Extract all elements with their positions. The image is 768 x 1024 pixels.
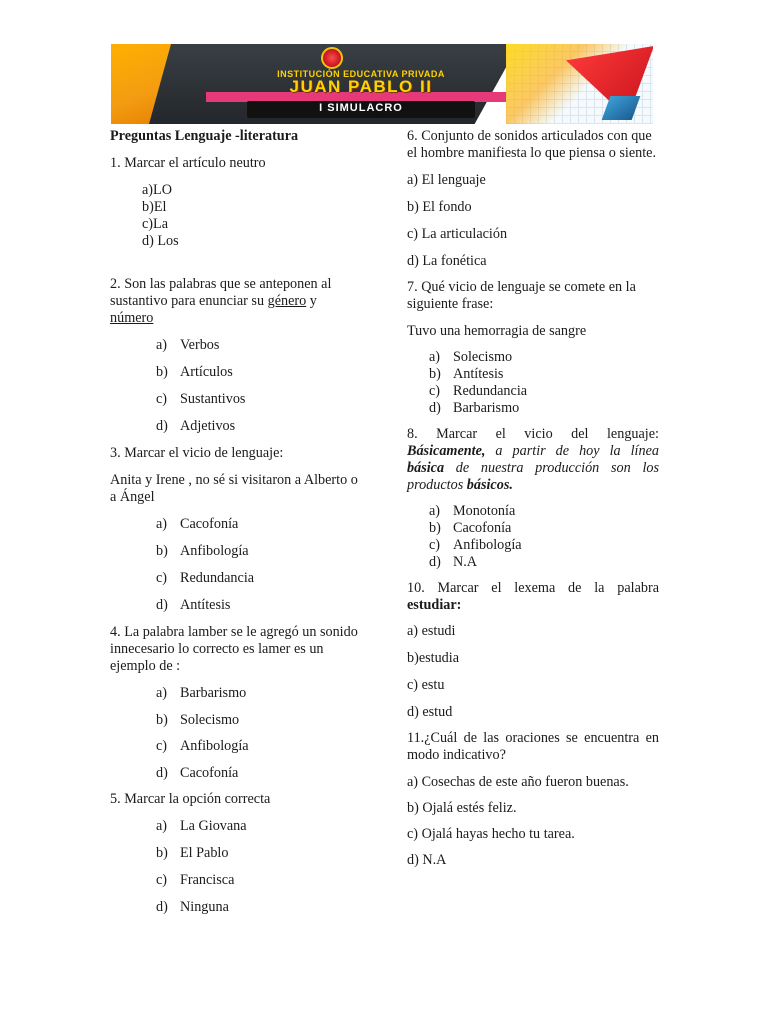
option-letter: d) <box>156 765 168 781</box>
emphasis-word: básica <box>407 460 445 476</box>
question-5-stem: 5. Marcar la opción correcta <box>110 791 271 807</box>
stem-text: y <box>306 293 317 309</box>
stem-text: 10. Marcar el lexema de la palabra <box>407 580 659 596</box>
option[interactable] <box>156 765 360 782</box>
option-letter: b) <box>156 845 168 861</box>
option-text: Barbarismo <box>180 685 247 701</box>
option-text: Solecismo <box>453 349 513 365</box>
emphasis-word: Básicamente, <box>407 443 486 459</box>
question-2-stem <box>110 276 360 327</box>
option-text: La Giovana <box>180 818 247 834</box>
question-4-options <box>110 685 360 782</box>
option-text: N.A <box>453 554 478 570</box>
option[interactable]: d) La fonética <box>407 253 487 269</box>
option-letter: b) <box>156 712 168 728</box>
option[interactable] <box>156 570 360 597</box>
option[interactable]: d) Los <box>142 233 179 249</box>
option[interactable] <box>156 685 360 712</box>
option-letter: c) <box>429 537 441 553</box>
option[interactable] <box>429 383 659 400</box>
emphasis-word: estudiar: <box>407 597 462 613</box>
option-letter: a) <box>156 516 168 532</box>
option-text: Antítesis <box>453 366 504 382</box>
option[interactable] <box>429 520 659 537</box>
option[interactable] <box>156 337 360 364</box>
question-8-stem <box>407 426 659 494</box>
question-3-sentence: Anita y Irene , no sé si visitaron a Alberto o a Ángel <box>110 472 358 505</box>
option[interactable] <box>156 818 360 845</box>
option-text: Barbarismo <box>453 400 520 416</box>
option-text: Cacofonía <box>180 765 239 781</box>
option[interactable] <box>429 400 659 417</box>
option-text: Cacofonía <box>180 516 239 532</box>
option[interactable] <box>156 364 360 391</box>
question-7-options <box>407 349 659 417</box>
option-letter: d) <box>156 899 168 915</box>
right-column <box>407 128 659 869</box>
question-3-options <box>110 516 360 614</box>
option[interactable] <box>156 872 360 899</box>
institution-label: INSTITUCIÓN EDUCATIVA PRIVADA <box>277 69 445 79</box>
option-letter: d) <box>156 418 168 434</box>
option-letter: a) <box>156 337 168 353</box>
option[interactable] <box>429 554 659 571</box>
option[interactable]: c) Ojalá hayas hecho tu tarea. <box>407 826 575 842</box>
question-11-stem: 11.¿Cuál de las oraciones se encuentra en modo indicativo? <box>407 730 659 763</box>
option[interactable] <box>429 503 659 520</box>
option-text: Ninguna <box>180 899 229 915</box>
question-3-stem: 3. Marcar el vicio de lenguaje: <box>110 445 284 461</box>
option[interactable] <box>156 516 360 543</box>
option-letter: d) <box>156 597 168 613</box>
option-text: Francisca <box>180 872 235 888</box>
question-7-stem: 7. Qué vicio de lenguaje se comete en la siguiente frase: <box>407 279 636 312</box>
option-letter: b) <box>429 366 441 382</box>
left-column <box>110 128 360 916</box>
school-emblem-icon <box>321 47 343 69</box>
option-text: Anfibología <box>180 738 249 754</box>
question-7-sentence: Tuvo una hemorragia de sangre <box>407 323 587 339</box>
option[interactable] <box>429 349 659 366</box>
question-8-options <box>407 503 659 571</box>
option[interactable]: a) Cosechas de este año fueron buenas. <box>407 774 629 790</box>
option-letter: c) <box>156 872 168 888</box>
option-letter: c) <box>156 738 168 754</box>
stem-text: 8. Marcar el vicio del lenguaje: <box>407 426 659 442</box>
option-text: Monotonía <box>453 503 516 519</box>
option-letter: c) <box>156 570 168 586</box>
option-letter: a) <box>156 685 168 701</box>
question-2-options <box>110 337 360 435</box>
option-text: Cacofonía <box>453 520 512 536</box>
question-10-stem <box>407 580 659 614</box>
option[interactable] <box>429 537 659 554</box>
option[interactable]: a)LO <box>142 182 172 198</box>
option[interactable]: b) El fondo <box>407 199 472 215</box>
option-text: Antítesis <box>180 597 231 613</box>
exam-label: I SIMULACRO <box>319 102 403 114</box>
option-letter: a) <box>429 349 441 365</box>
option[interactable] <box>156 899 360 916</box>
option-letter: c) <box>429 383 441 399</box>
option-text: Artículos <box>180 364 233 380</box>
option[interactable]: a) El lenguaje <box>407 172 486 188</box>
option[interactable] <box>156 712 360 738</box>
option[interactable] <box>156 738 360 765</box>
stem-text: 2. Son las palabras que se anteponen al sustantivo para enunciar su <box>110 276 332 309</box>
stem-text: a partir de hoy la línea <box>485 443 659 459</box>
underlined-word: género <box>267 293 307 309</box>
option-text: Redundancia <box>453 383 528 399</box>
option[interactable]: c) La articulación <box>407 226 508 242</box>
option-text: Sustantivos <box>180 391 246 407</box>
option[interactable]: d) N.A <box>407 852 447 868</box>
option[interactable] <box>156 543 360 570</box>
option-text: Anfibología <box>453 537 522 553</box>
option-text: El Pablo <box>180 845 229 861</box>
option[interactable]: b) Ojalá estés feliz. <box>407 800 517 816</box>
question-4-stem: 4. La palabra lamber se le agregó un sonido innecesario lo correcto es lamer es un ejemplo de : <box>110 624 358 674</box>
option-text: Verbos <box>180 337 220 353</box>
option[interactable]: c) estu <box>407 677 445 693</box>
school-name: JUAN PABLO II <box>289 77 433 96</box>
option-letter: a) <box>429 503 441 519</box>
option[interactable] <box>429 366 659 383</box>
option[interactable]: b)El <box>142 199 167 215</box>
underlined-word: número <box>110 310 154 326</box>
option[interactable] <box>156 845 360 872</box>
section-title: Preguntas Lenguaje -literatura <box>110 128 299 144</box>
option-letter: b) <box>156 364 168 380</box>
option-letter: b) <box>429 520 441 536</box>
option[interactable] <box>156 391 360 418</box>
option[interactable] <box>156 418 360 435</box>
option[interactable]: b)estudia <box>407 650 460 666</box>
option[interactable]: d) estud <box>407 704 453 720</box>
question-1-options <box>110 182 360 250</box>
option[interactable] <box>156 597 360 614</box>
option-text: Anfibología <box>180 543 249 559</box>
question-5-options <box>110 818 360 916</box>
question-1-stem: 1. Marcar el artículo neutro <box>110 155 266 171</box>
option-letter: b) <box>156 543 168 559</box>
option-letter: d) <box>429 554 441 570</box>
option[interactable]: a) estudi <box>407 623 456 639</box>
option-text: Solecismo <box>180 712 240 728</box>
option-text: Redundancia <box>180 570 255 586</box>
emphasis-word: básicos. <box>466 477 513 493</box>
question-6-stem: 6. Conjunto de sonidos articulados con que el hombre manifiesta lo que piensa o siente. <box>407 128 656 161</box>
stem-text: de nuestra producción son los productos <box>407 460 659 493</box>
option-letter: a) <box>156 818 168 834</box>
option-letter: d) <box>429 400 441 416</box>
option-text: Adjetivos <box>180 418 236 434</box>
option[interactable]: c)La <box>142 216 168 232</box>
header-banner <box>111 44 653 124</box>
option-letter: c) <box>156 391 168 407</box>
